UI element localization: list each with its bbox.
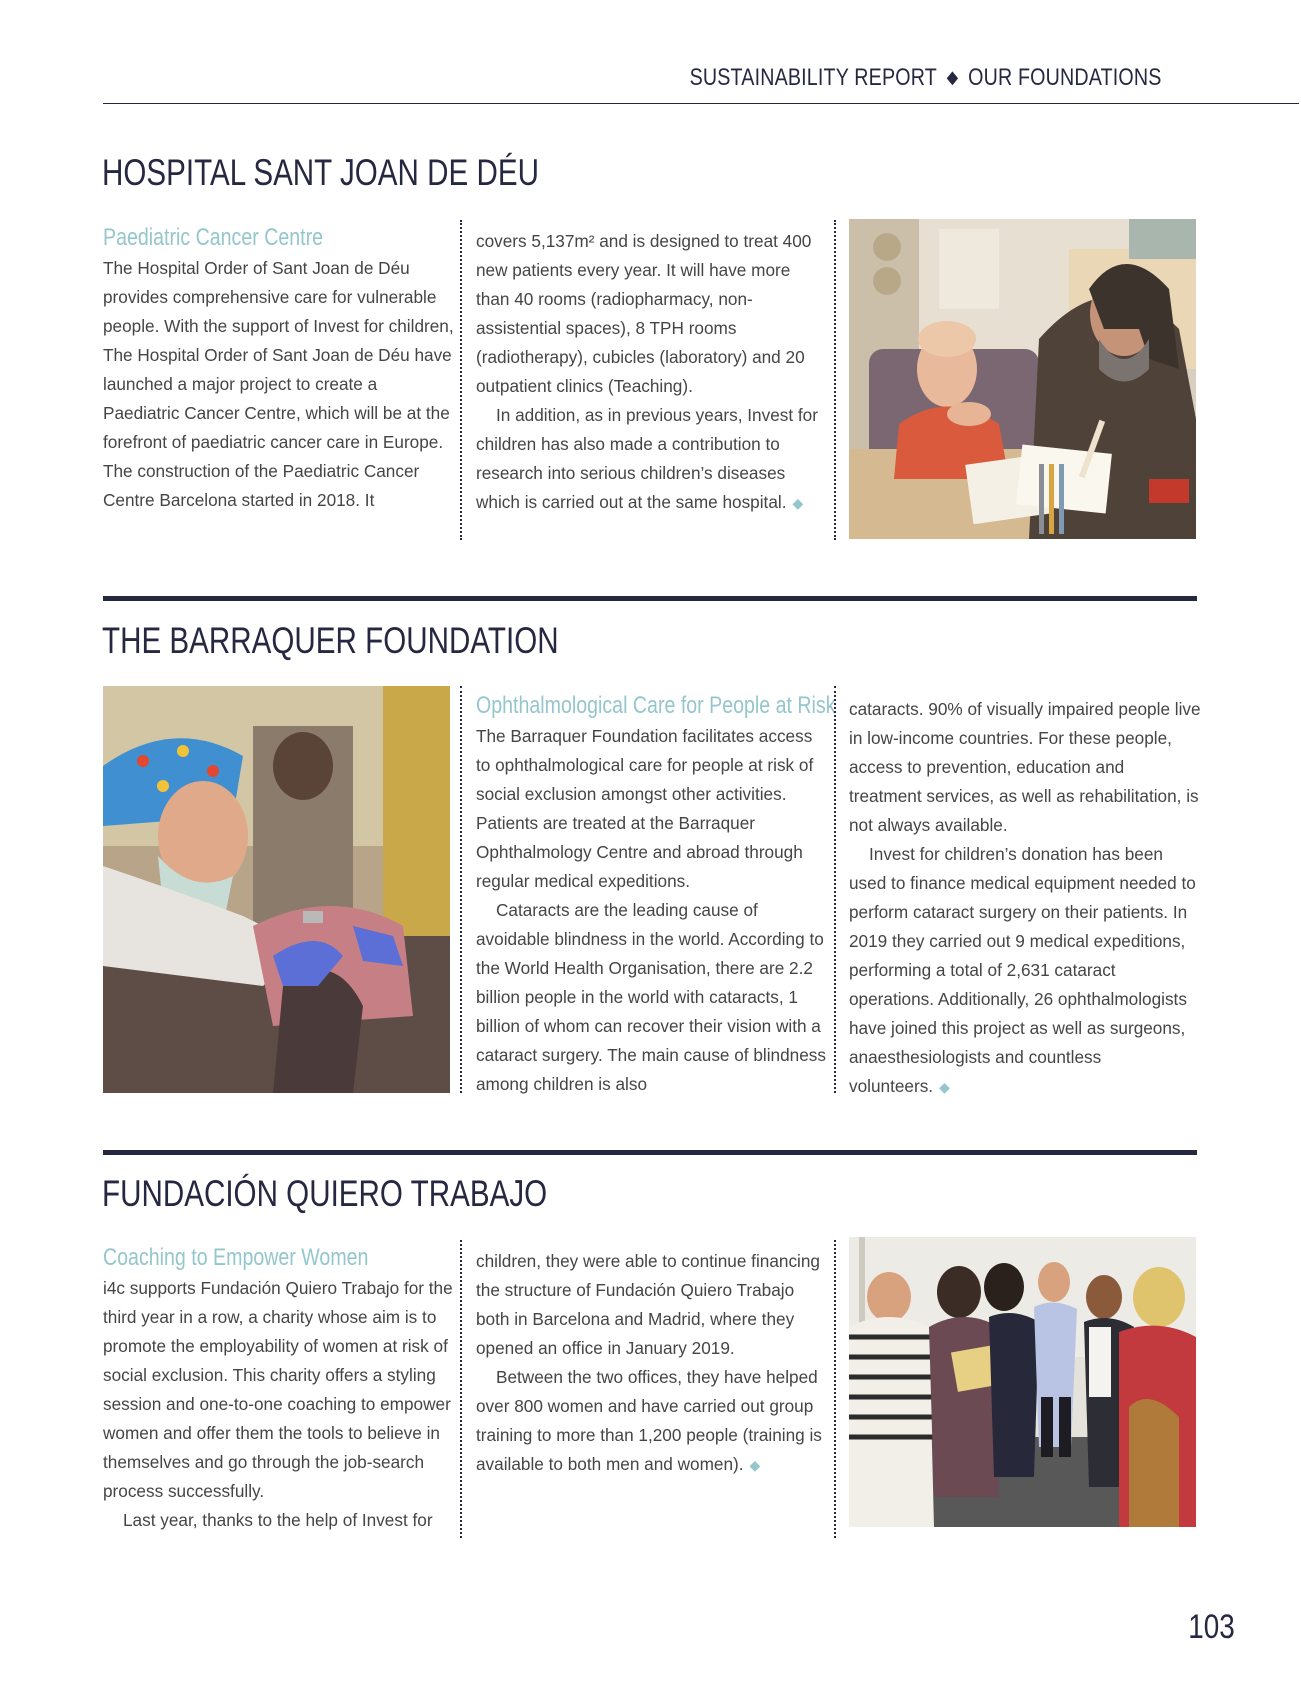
barraquer-column-2 — [476, 690, 836, 1099]
section-title-barraquer: THE BARRAQUER FOUNDATION — [102, 620, 559, 661]
hospital-column-2 — [476, 227, 828, 518]
section-title-quiero-trabajo: FUNDACIÓN QUIERO TRABAJO — [102, 1173, 548, 1214]
page-number: 103 — [1188, 1608, 1235, 1646]
photo-child-drawing — [849, 219, 1196, 539]
quiero-trabajo-paragraph-4: Between the two offices, they have helped over 800 women and have carried out group training to more than 1,200 people (training is available to both men and women). — [476, 1367, 822, 1474]
hospital-column-1 — [103, 222, 455, 515]
quiero-trabajo-column-1 — [103, 1242, 455, 1535]
barraquer-paragraph-3: cataracts. 90% of visually impaired people live in low-income countries. For these people, access to prevention, education and treatment services, as well as rehabilitation, is not always available. — [849, 699, 1201, 835]
hospital-paragraph-2: covers 5,137m² and is designed to treat 400 new patients every year. It will have more than 40 rooms (radiopharmacy, non-assistential spaces), 8 TPH rooms (radiotherapy), cubicles (laboratory) and 20 outpatient clinics (Teaching). — [476, 231, 812, 396]
photo-child-drawing-image — [849, 219, 1196, 539]
column-divider — [460, 1240, 462, 1538]
quiero-trabajo-column-2 — [476, 1247, 828, 1480]
header-report-title: SUSTAINABILITY REPORT — [690, 64, 938, 91]
section-rule — [103, 1150, 1197, 1155]
hospital-paragraph-1: The Hospital Order of Sant Joan de Déu provides comprehensive care for vulnerable people. With the support of Invest for children, The Hospital Order of Sant Joan de Déu have launched a major project to create a Paediatric Cancer Centre, which will be at the forefront of paediatric cancer care in Europe. The construction of the Paediatric Cancer Centre Barcelona started in 2018. It — [103, 258, 454, 510]
barraquer-paragraph-4: Invest for children’s donation has been used to finance medical equipment needed to perform cataract surgery on their patients. In 2019 they carried out 9 medical expeditions, performing a total of 2,631 cataract operations. Additionally, 26 ophthalmologists have joined this project as well as surgeons, anaesthesiologists and countless volunteers. — [849, 844, 1196, 1096]
section-rule — [103, 596, 1197, 601]
photo-women-group-image — [849, 1237, 1196, 1527]
column-divider — [834, 220, 836, 540]
quiero-trabajo-paragraph-3: children, they were able to continue financing the structure of Fundación Quiero Trabajo both in Barcelona and Madrid, where they opened an office in January 2019. — [476, 1251, 820, 1358]
column-divider — [834, 1240, 836, 1538]
header-rule — [103, 103, 1299, 104]
quiero-trabajo-paragraph-1: i4c supports Fundación Quiero Trabajo for the third year in a row, a charity whose aim is to promote the employability of women at risk of social exclusion. This charity offers a styling session and one-to-one coaching to empower women and offer them the tools to believe in themselves and go through the job-search process successfully. — [103, 1278, 453, 1501]
photo-eye-surgeon-image — [103, 686, 450, 1093]
barraquer-paragraph-1: The Barraquer Foundation facilitates access to ophthalmological care for people at risk of social exclusion amongst other activities. Patients are treated at the Barraquer Ophthalmology Centre and abroad through regular medical expeditions. — [476, 726, 814, 891]
barraquer-subtitle: Ophthalmological Care for People at Risk — [476, 692, 836, 719]
photo-women-group — [849, 1237, 1196, 1527]
barraquer-paragraph-2: Cataracts are the leading cause of avoidable blindness in the world. According to the World Health Organisation, there are 2.2 billion people in the world with cataracts, 1 billion of whom can recover their vision with a cataract surgery. The main cause of blindness among children is also — [476, 900, 826, 1094]
quiero-trabajo-subtitle: Coaching to Empower Women — [103, 1244, 369, 1271]
end-mark-icon: ◆ — [939, 1079, 950, 1095]
end-mark-icon: ◆ — [749, 1457, 761, 1473]
header-section-title: OUR FOUNDATIONS — [968, 64, 1162, 91]
column-divider — [460, 220, 462, 540]
header-separator-icon: ◆ — [947, 67, 959, 87]
hospital-paragraph-3: In addition, as in previous years, Invest for children has also made a contribution to research into serious children’s diseases which is carried out at the same hospital. — [476, 405, 818, 512]
running-header — [690, 64, 1162, 92]
section-title-hospital: HOSPITAL SANT JOAN DE DÉU — [102, 152, 539, 193]
end-mark-icon: ◆ — [792, 495, 804, 511]
column-divider — [460, 686, 462, 1093]
quiero-trabajo-paragraph-2: Last year, thanks to the help of Invest for — [123, 1510, 433, 1530]
barraquer-column-3 — [849, 695, 1201, 1102]
photo-eye-surgeon — [103, 686, 450, 1093]
hospital-subtitle: Paediatric Cancer Centre — [103, 224, 324, 251]
column-divider — [834, 686, 836, 1093]
